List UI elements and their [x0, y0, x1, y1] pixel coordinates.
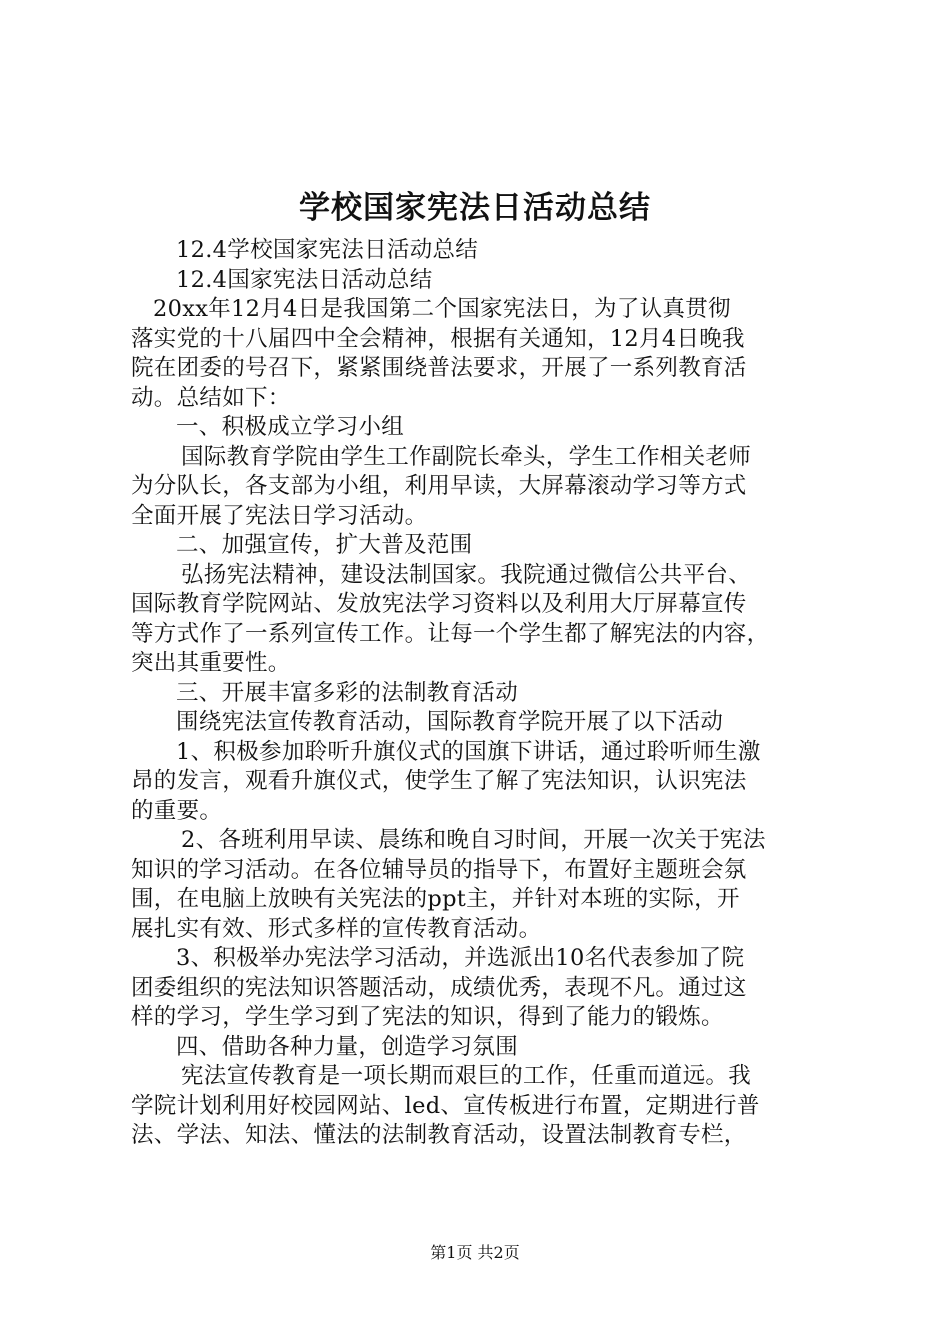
body-line: 展扎实有效、形式多样的宣传教育活动。	[131, 915, 542, 942]
page-footer: 第1页 共2页	[430, 1243, 520, 1262]
body-line: 的重要。	[131, 797, 223, 824]
section-heading: 二、加强宣传，扩大普及范围	[176, 532, 473, 558]
body-line: 突出其重要性。	[131, 650, 291, 676]
body-line: 知识的学习活动。在各位辅导员的指导下，布置好主题班会氛	[131, 856, 747, 883]
body-line: 宪法宣传教育是一项长期而艰巨的工作，任重而道远。我	[181, 1063, 752, 1089]
body-line: 国际教育学院由学生工作副院长牵头，学生工作相关老师	[181, 443, 752, 470]
section-heading: 三、开展丰富多彩的法制教育活动	[176, 679, 519, 706]
body-line: 3、积极举办宪法学习活动，并选派出10名代表参加了院	[176, 945, 745, 971]
body-line: 等方式作了一系列宣传工作。让每一个学生都了解宪法的内容，	[131, 620, 770, 647]
body-line: 弘扬宪法精神，建设法制国家。我院通过微信公共平台、	[181, 561, 752, 588]
body-line: 12.4学校国家宪法日活动总结	[176, 237, 479, 263]
body-line: 昂的发言，观看升旗仪式，使学生了解了宪法知识，认识宪法	[131, 768, 747, 794]
section-heading: 一、积极成立学习小组	[176, 414, 405, 440]
body-line: 团委组织的宪法知识答题活动，成绩优秀，表现不凡。通过这	[131, 974, 747, 1001]
body-line: 为分队长，各支部为小组，利用早读，大屏幕滚动学习等方式	[131, 473, 747, 499]
body-line: 围绕宪法宣传教育活动，国际教育学院开展了以下活动	[176, 709, 724, 735]
body-line: 院在团委的号召下，紧紧围绕普法要求，开展了一系列教育活	[131, 355, 747, 381]
body-line: 2、各班利用早读、晨练和晚自习时间，开展一次关于宪法	[181, 827, 766, 853]
body-line: 全面开展了宪法日学习活动。	[131, 502, 428, 529]
document-body	[131, 236, 831, 1151]
body-line: 12.4国家宪法日活动总结	[176, 266, 433, 293]
body-line: 20xx年12月4日是我国第二个国家宪法日，为了认真贯彻	[153, 296, 731, 322]
body-line: 围，在电脑上放映有关宪法的ppt主，并针对本班的实际，开	[131, 886, 740, 912]
body-line: 1、积极参加聆听升旗仪式的国旗下讲话，通过聆听师生激	[176, 738, 761, 765]
body-line: 样的学习，学生学习到了宪法的知识，得到了能力的锻炼。	[131, 1004, 724, 1030]
body-line: 动。总结如下：	[131, 384, 291, 411]
body-line: 落实党的十八届四中全会精神，根据有关通知，12月4日晚我	[131, 325, 745, 352]
body-line: 学院计划利用好校园网站、led、宣传板进行布置，定期进行普	[131, 1092, 760, 1119]
section-heading: 四、借助各种力量，创造学习氛围	[176, 1033, 519, 1060]
body-line: 国际教育学院网站、发放宪法学习资料以及利用大厅屏幕宣传	[131, 591, 747, 617]
document-title: 学校国家宪法日活动总结	[299, 190, 651, 226]
body-line: 法、学法、知法、懂法的法制教育活动，设置法制教育专栏，	[131, 1122, 747, 1148]
